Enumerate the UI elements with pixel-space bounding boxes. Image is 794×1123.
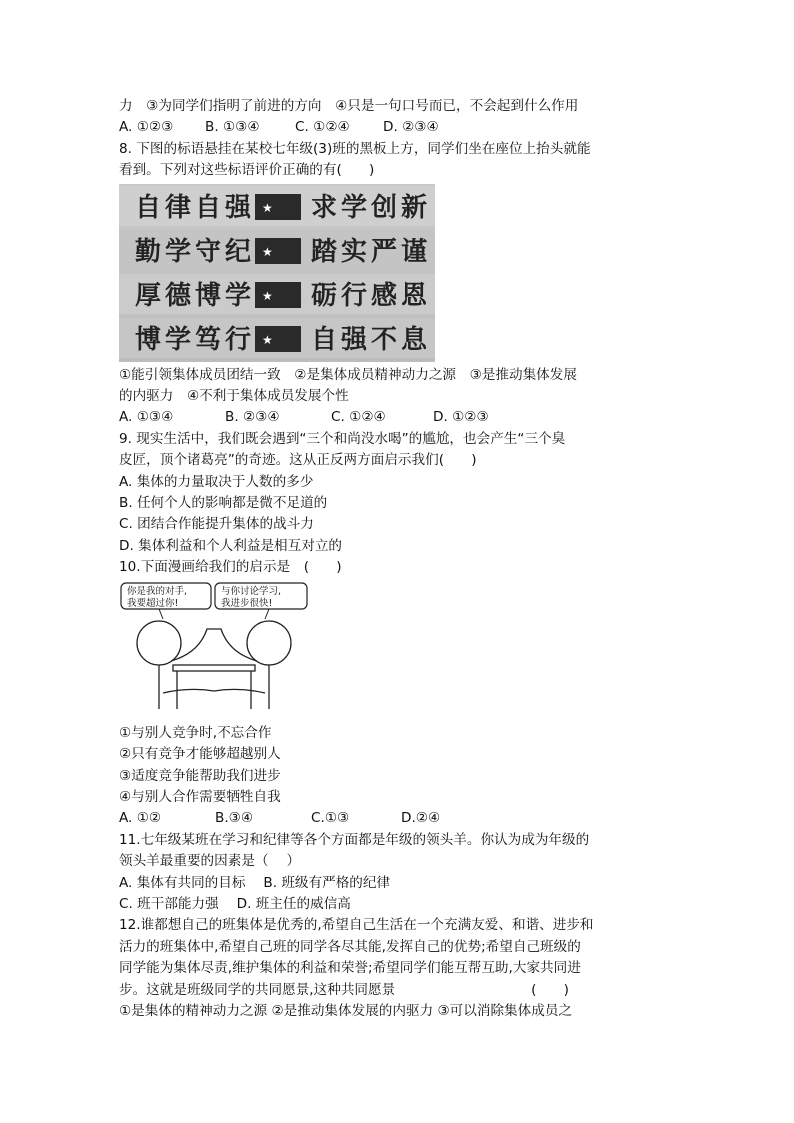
q10-option-b: B.③④	[215, 810, 254, 827]
slogan-left-text: 博学笃行	[135, 324, 256, 355]
right-bubble-line-2: 我进步很快!	[221, 597, 273, 609]
q11-question-line-2: 领头羊最重要的因素是（ ）	[119, 853, 301, 870]
q12-question-line-1: 12.谁都想自己的班集体是优秀的,希望自己生活在一个充满友爱、和谐、进步和	[119, 917, 594, 934]
svg-text:★: ★	[262, 288, 273, 303]
q8-statement-line-1: ①能引领集体成员团结一致 ②是集体成员精神动力之源 ③是推动集体发展	[119, 366, 577, 383]
exam-page	[119, 96, 679, 1022]
slogan-row	[119, 318, 435, 358]
slogan-row	[119, 186, 435, 226]
svg-text:★: ★	[262, 244, 273, 259]
q10-statement-1: ①与别人竞争时,不忘合作	[119, 724, 272, 741]
q11-question-line-1: 11.七年级某班在学习和纪律等各个方面都是年级的领头羊。你认为成为年级的	[119, 831, 590, 848]
q7-statement-line: 力 ③为同学们指明了前进的方向 ④只是一句口号而已，不会起到什么作用	[119, 98, 579, 114]
handshake-under-table	[163, 689, 265, 693]
left-bubble-line-1: 你是我的对手,	[127, 585, 188, 597]
q12-question-line-4: 步。这就是班级同学的共同愿景,这种共同愿景 ( )	[119, 981, 569, 998]
q10-option-d: D.②④	[401, 810, 441, 827]
q10-options	[119, 808, 679, 829]
q10-option-a: A. ①②	[119, 810, 162, 827]
q9-option-a: A. 集体的力量取决于人数的多少	[119, 473, 314, 490]
q10-statement-2: ②只有竞争才能够超越别人	[119, 746, 281, 763]
slogan-right-text: 砺行感恩	[311, 280, 432, 311]
slogan-row	[119, 230, 435, 270]
left-figure-head	[137, 621, 181, 665]
left-bubble-line-2: 我要超过你!	[127, 597, 179, 609]
q11-options-ab: A. 集体有共同的目标 B. 班级有严格的纪律	[119, 874, 391, 891]
q9-option-d: D. 集体利益和个人利益是相互对立的	[119, 537, 343, 554]
table-top	[173, 665, 255, 671]
slogan-left-text: 勤学守纪	[135, 236, 256, 267]
q10-statement-4: ④与别人合作需要牺牲自我	[119, 788, 281, 805]
q7-option-c: C. ①②④	[295, 119, 350, 136]
right-bubble-line-1: 与你讨论学习,	[221, 585, 282, 597]
q10-statement-3: ③适度竞争能帮助我们进步	[119, 767, 281, 784]
svg-text:★: ★	[262, 200, 273, 215]
slogan-right-text: 求学创新	[311, 192, 432, 223]
q8-option-c: C. ①②④	[331, 409, 386, 426]
q10-option-c: C.①③	[311, 810, 350, 827]
q8-question-line-2: 看到。下列对这些标语评价正确的有( )	[119, 162, 375, 179]
q8-question-line-1: 8. 下图的标语悬挂在某校七年级(3)班的黑板上方，同学们坐在座位上抬头就能	[119, 140, 591, 157]
q7-option-b: B. ①③④	[205, 119, 260, 136]
q9-question-line-1: 9. 现实生活中，我们既会遇到“三个和尚没水喝”的尴尬，也会产生“三个臭	[119, 430, 566, 447]
q7-option-d: D. ②③④	[383, 119, 439, 136]
q10-question-line: 10.下面漫画给我们的启示是 ( )	[119, 559, 342, 576]
right-figure-head	[247, 621, 291, 665]
q9-option-b: B. 任何个人的影响都是微不足道的	[119, 495, 328, 512]
q8-options	[119, 407, 679, 428]
q9-option-c: C. 团结合作能提升集体的战斗力	[119, 516, 314, 533]
slogan-left-text: 自律自强	[135, 192, 256, 223]
comic-graphic	[119, 581, 319, 719]
q8-option-d: D. ①②③	[433, 409, 489, 426]
slogan-right-text: 自强不息	[311, 324, 432, 355]
slogan-banner-graphic	[119, 184, 435, 362]
slogan-row	[119, 274, 435, 314]
q12-question-line-2: 活力的班集体中,希望自己班的同学各尽其能,发挥自己的优势;希望自己班级的	[119, 938, 581, 955]
q9-question-line-2: 皮匠，顶个诸葛亮”的奇迹。这从正反两方面启示我们( )	[119, 452, 477, 469]
q7-options	[119, 117, 679, 138]
arm-wrestling-comic	[119, 581, 319, 719]
q8-option-b: B. ②③④	[225, 409, 280, 426]
q7-option-a: A. ①②③	[119, 119, 174, 136]
slogan-banner-image	[119, 184, 435, 362]
svg-text:★: ★	[262, 332, 273, 347]
q11-options-cd: C. 班干部能力强 D. 班主任的威信高	[119, 895, 351, 912]
q8-statement-line-2: 的内驱力 ④不利于集体成员发展个性	[119, 388, 349, 405]
slogan-left-text: 厚德博学	[135, 280, 256, 311]
q12-question-line-3: 同学能为集体尽责,维护集体的利益和荣誉;希望同学们能互帮互助,大家共同进	[119, 960, 581, 977]
slogan-right-text: 踏实严谨	[311, 236, 432, 267]
q8-option-a: A. ①③④	[119, 409, 174, 426]
q12-statement-line-1: ①是集体的精神动力之源 ②是推动集体发展的内驱力 ③可以消除集体成员之	[119, 1002, 573, 1019]
